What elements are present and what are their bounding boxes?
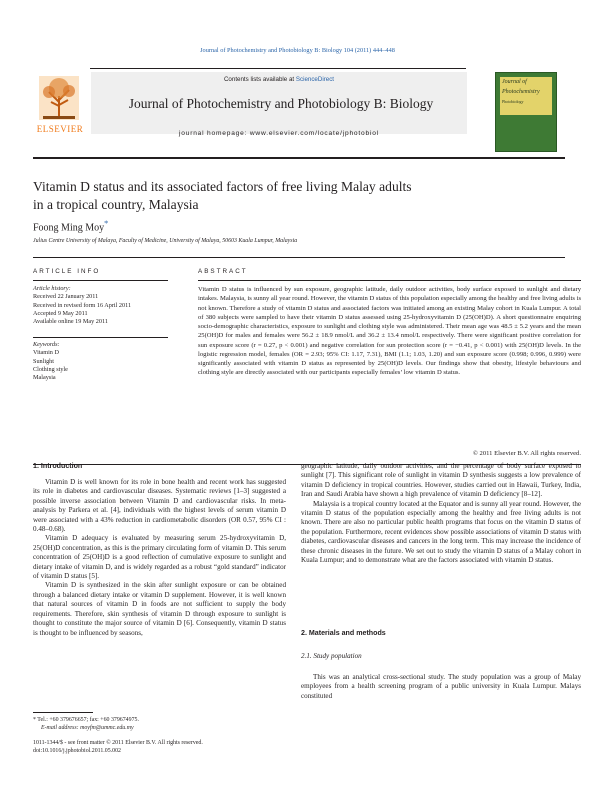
keyword-item: Vitamin D: [33, 349, 59, 357]
intro-paragraph-2: Vitamin D adequacy is evaluated by measuring serum 25-hydroxyvitamin D, 25(OH)D concentration, as this is the primary circulating form of vitamin D. This serum concentration of 25(OH)D is a good reflection of cumulative exposure to sunlight and dietary intake of vitamin D, and is widely regarded as a robust “gold standard” indicator of vitamin D status [5].: [33, 534, 286, 581]
methods-text: [301, 673, 581, 701]
article-info-heading: ARTICLE INFO: [33, 268, 101, 275]
right-column: [301, 462, 581, 565]
cover-line-1: Journal of: [502, 79, 527, 85]
journal-homepage[interactable]: journal homepage: www.elsevier.com/locate/jphotobiol: [179, 130, 379, 137]
keywords-label: Keywords:: [33, 341, 60, 348]
history-online: Available online 19 May 2011: [33, 318, 108, 326]
title-bottom-rule: [33, 257, 565, 258]
keyword-item: Sunlight: [33, 357, 54, 365]
author-name: Foong Ming Moy: [33, 222, 105, 234]
keyword-item: Clothing style: [33, 365, 68, 373]
publisher-logo-text: ELSEVIER: [36, 124, 84, 134]
cover-line-2: Photochemistry: [502, 89, 540, 95]
journal-title: Journal of Photochemistry and Photobiology B: Biology: [128, 96, 434, 111]
keyword-item: Malaysia: [33, 374, 56, 382]
intro-paragraph-1: Vitamin D is well known for its role in bone health and recent work has suggested its role in diabetes and cardiovascular diseases. Systematic reviews [1–3] suggested a possible inverse association between Vitamin D and cardiovascular risks. In meta-analysis by Parkera et al. [4], individuals with the highest levels of serum vitamin D were associated with a 43% reduction in cardiometabolic disorders (OR 0.57, 95% CI : 0.48–0.68).: [33, 478, 286, 534]
left-column: [33, 478, 286, 638]
history-label: Article history:: [33, 285, 71, 292]
article-title: [33, 178, 513, 214]
history-revised: Received in revised form 16 April 2011: [33, 301, 132, 309]
footnote-rule: [33, 712, 93, 713]
intro-paragraph-4: geographic latitude, daily outdoor activities, and the percentage of body surface exposed to sunlight [7]. This significant role of sunlight in vitamin D synthesis suggests a low prevalence of vitamin D deficiency in tropical countries. However, studies carried out in Hawaii, Turkey, India, Iran and Saudi Arabia have shown a high prevalence of vitamin D deficiency [8–12].: [301, 462, 581, 499]
history-received: Received 22 January 2011: [33, 293, 99, 301]
methods-heading: 2. Materials and methods: [301, 629, 386, 637]
intro-paragraph-3: Vitamin D is synthesized in the skin after sunlight exposure or can be obtained through a balanced dietary intake or vitamin D supplement. However, it is well known that natural sources of vitamin D in foods are not sufficient to supply the body requirements. Therefore, skin synthesis of vitamin D through exposure to sunlight is thought to constitute the major source of vitamin D [6]. Consequently, vitamin D status is thought to be influenced by seasons,: [33, 581, 286, 637]
doi-link[interactable]: doi:10.1016/j.jphotobiol.2011.05.002: [33, 747, 121, 754]
contents-availability: [91, 76, 467, 83]
article-history: [33, 285, 168, 326]
front-matter-info: [33, 740, 293, 755]
study-population-heading: 2.1. Study population: [301, 652, 362, 660]
author-footnote-mark[interactable]: *: [104, 219, 109, 228]
masthead-top-rule: [90, 68, 466, 69]
email-label: E-mail address:: [41, 725, 79, 731]
abstract-text: Vitamin D status is influenced by sun exposure, geographic latitude, daily outdoor activities, body surface exposed to sunlight and dietary intakes. Malaysia, is sunny all year round. However, the vitamin D status of this population especially among the healthy and free living adults is not known. Therefore a study of vitamin D status and associated factors was initiated among an existing Malay cohort in Kuala Lumpur. A total of 380 subjects were sampled to have their vitamin D status assessed using 25-hydroxyvitamin D (25(OH)D). A short questionnaire enquiring socio-demographic characteristics, exposure to sunlight and clothing style was administered. Their mean age was 48.5 ± 5.2 years and the mean 25(OH)D for males and females were 56.2 ± 18.9 nmol/L and 36.2 ± 13.4 nmol/L respectively. There were significant positive correlation for sun exposure score (r = 0.27, p < 0.001) and negative correlation for sun protection score (r = −0.41, p < 0.001) with 25(OH)D levels. In the logistic regression model, females (OR = 2.93; 95% CI: 1.17, 7.31), BMI (1.1; 1.03, 1.20) and sun exposure score (0.998; 0.996, 0.999) were significantly associated with vitamin D status as represented by 25(OH)D levels. Our findings show that obesity, lifestyle behaviours and clothing style are directly associated with our participants especially females’ low vitamin D status.: [198, 286, 582, 377]
keywords: [33, 341, 168, 382]
journal-reference[interactable]: Journal of Photochemistry and Photobiology B: Biology 104 (2011) 444–448: [200, 47, 395, 54]
keywords-rule: [33, 337, 168, 338]
footnote-tel-fax: * Tel.: +60 379676657; fax: +60 379674975.: [33, 717, 139, 723]
issn-line: 1011-1344/$ - see front matter © 2011 Elsevier B.V. All rights reserved.: [33, 740, 203, 746]
copyright: © 2011 Elsevier B.V. All rights reserved.: [472, 450, 581, 457]
history-accepted: Accepted 9 May 2011: [33, 309, 88, 317]
sciencedirect-link[interactable]: ScienceDirect: [295, 76, 335, 83]
intro-paragraph-5: Malaysia is a tropical country located at the Equator and is sunny all year round. However, the vitamin D status of the population especially among the healthy and free living adults is not known. There are also no particular public health programs that focus on the vitamin D status of the population. Furthermore, recent evidences show possible associations of vitamin D status with diabetes, cardiovascular diseases and cancers in the long term. This may increase the incidence of these chronic diseases in the future. We set out to study the vitamin D status of a Malay cohort in Kuala Lumpur; and to demonstrate what are the factors associated with vitamin D status.: [301, 499, 582, 565]
journal-cover-image: [495, 72, 557, 152]
title-line-2: in a tropical country, Malaysia: [33, 197, 199, 212]
abstract-rule: [198, 280, 581, 281]
masthead: [33, 72, 565, 144]
masthead-banner: [91, 72, 467, 134]
article-info-rule: [33, 280, 168, 281]
masthead-bottom-rule: [33, 157, 565, 159]
author-line: [33, 219, 108, 233]
introduction-heading: 1. Introduction: [33, 462, 83, 470]
cover-line-3: Photobiology: [502, 99, 524, 104]
contents-prefix: Contents lists available at: [223, 76, 296, 83]
email-link[interactable]: moyfm@ummc.edu.my: [80, 725, 134, 731]
methods-paragraph-1: This was an analytical cross-sectional study. The study population was a group of Malay employees from a health screening program of a public university in Kuala Lumpur. Malays constituted: [301, 673, 581, 700]
abstract-heading: ABSTRACT: [198, 268, 248, 275]
affiliation: Julius Centre University of Malaya, Faculty of Medicine, University of Malaya, 50603 Kuala Lumpur, Malaysia: [33, 238, 298, 244]
author-footnote: [33, 716, 293, 732]
title-line-1: Vitamin D status and its associated factors of free living Malay adults: [33, 179, 412, 194]
